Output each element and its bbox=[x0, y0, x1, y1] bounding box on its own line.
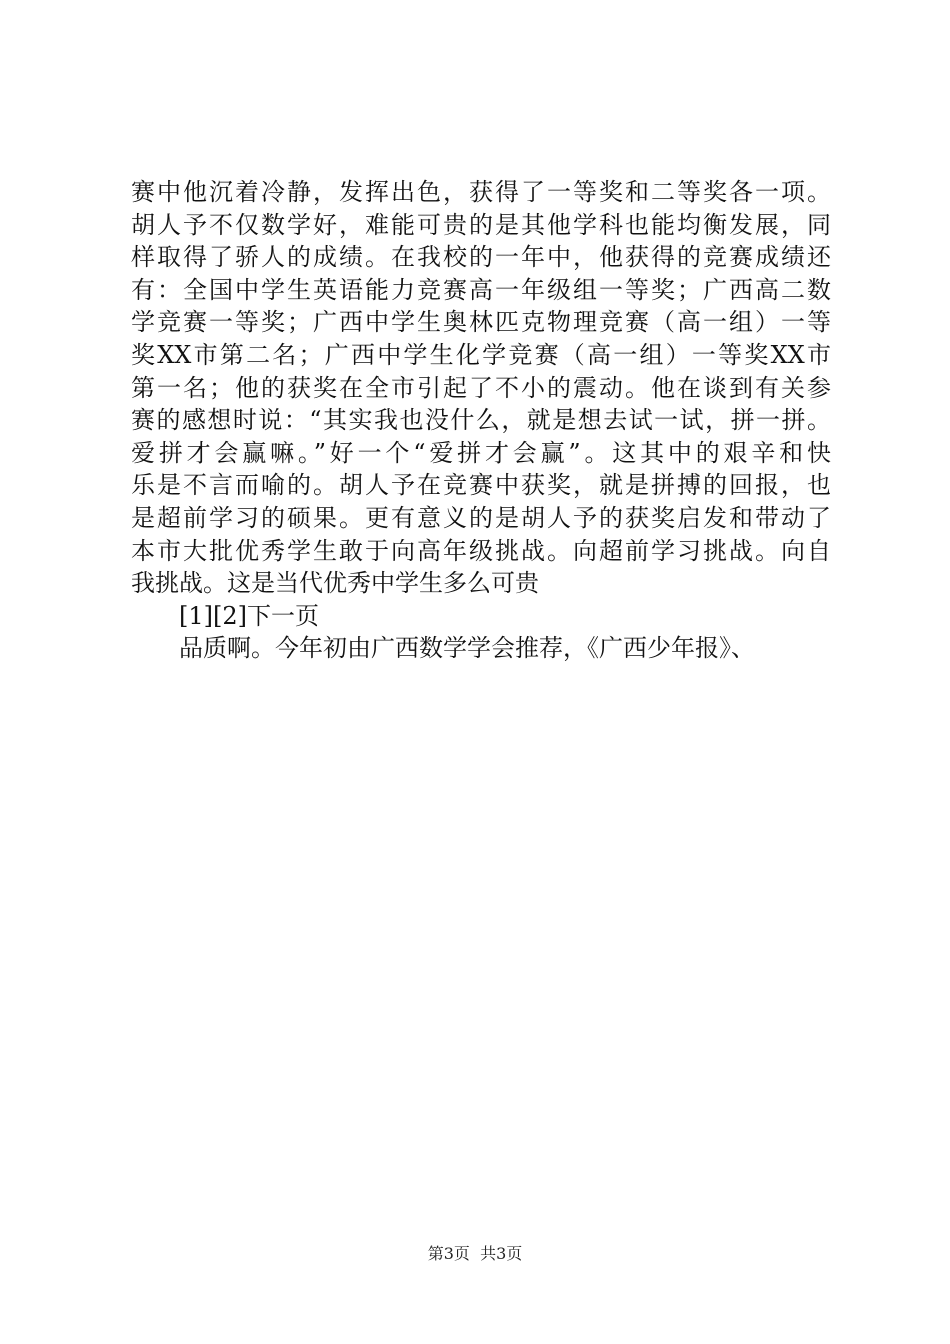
text-line: 爱拼才会赢嘛。”好一个“爱拼才会赢”。这其中的艰辛和快 bbox=[131, 438, 831, 467]
text-line: 赛的感想时说：“其实我也没什么，就是想去试一试，拼一拼。 bbox=[131, 406, 831, 435]
page-number: 第3页 共3页 bbox=[427, 1244, 523, 1263]
text-line: 是超前学习的硕果。更有意义的是胡人予的获奖启发和带动了 bbox=[131, 503, 831, 532]
page-footer bbox=[0, 1243, 950, 1265]
pagination-links[interactable]: [1][2]下一页 bbox=[179, 601, 319, 630]
text-line: 第一名；他的获奖在全市引起了不小的震动。他在谈到有关参 bbox=[131, 373, 831, 402]
continuation-paragraph: 品质啊。今年初由广西数学学会推荐，《广西少年报》、 bbox=[179, 634, 755, 663]
text-line: 样取得了骄人的成绩。在我校的一年中，他获得的竞赛成绩还 bbox=[131, 243, 831, 272]
text-line: 我挑战。这是当代优秀中学生多么可贵 bbox=[131, 569, 539, 598]
text-line: 胡人予不仅数学好，难能可贵的是其他学科也能均衡发展，同 bbox=[131, 210, 831, 239]
text-line: 奖XX市第二名；广西中学生化学竞赛（高一组）一等奖XX市 bbox=[131, 340, 831, 369]
text-line: 学竞赛一等奖；广西中学生奥林匹克物理竞赛（高一组）一等 bbox=[131, 308, 831, 337]
text-line: 乐是不言而喻的。胡人予在竞赛中获奖，就是拼搏的回报，也 bbox=[131, 471, 831, 500]
text-line: 有：全国中学生英语能力竞赛高一年级组一等奖；广西高二数 bbox=[131, 275, 831, 304]
text-line: 本市大批优秀学生敢于向高年级挑战。向超前学习挑战。向自 bbox=[131, 536, 831, 565]
article-body bbox=[131, 176, 831, 665]
text-line: 赛中他沉着冷静，发挥出色，获得了一等奖和二等奖各一项。 bbox=[131, 178, 831, 206]
